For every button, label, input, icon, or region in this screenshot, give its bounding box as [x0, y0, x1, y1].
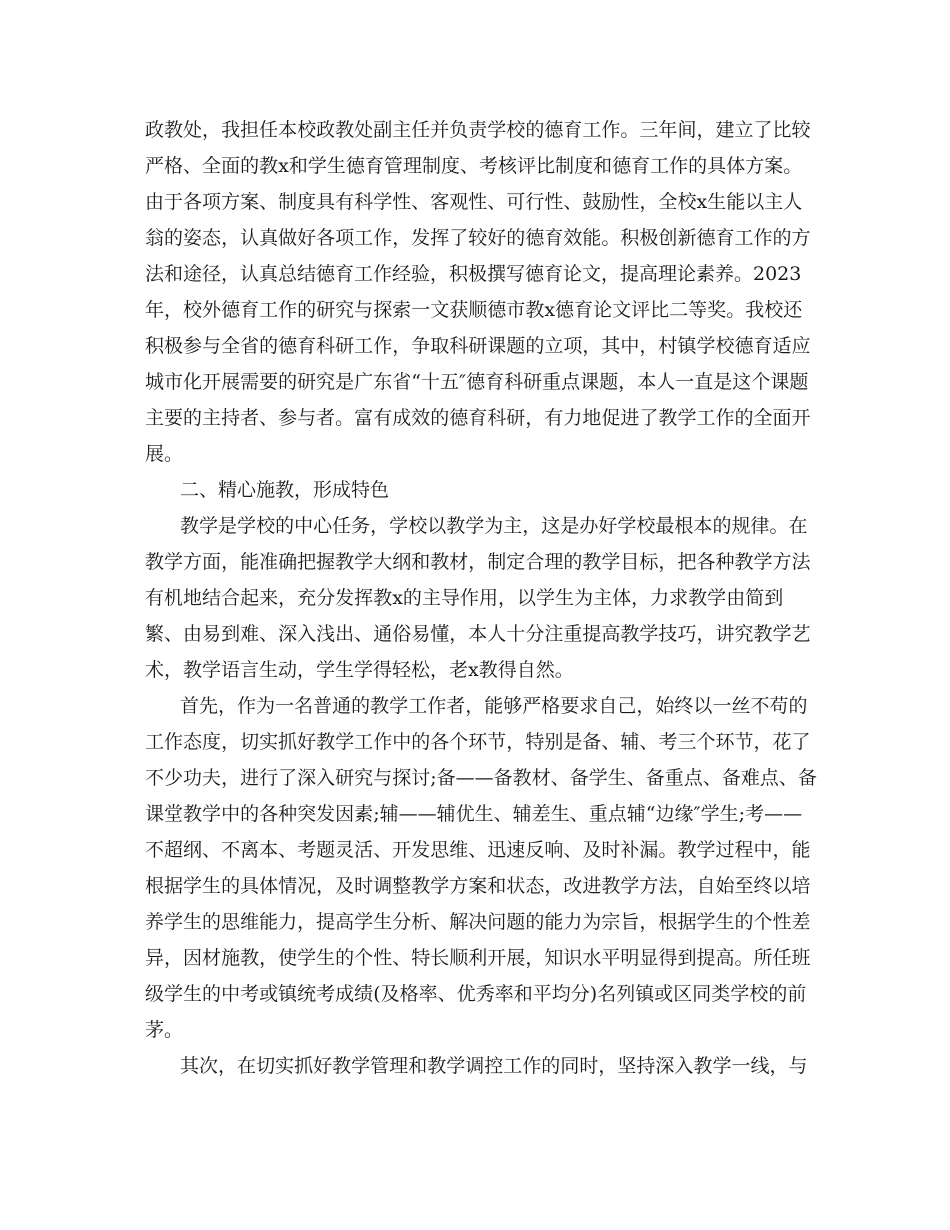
text-line: 养 学 生 的 思 维 能 力 ， 提 高 学 生 分 析 、 解 决 问 题 的 能 力 为 宗 旨 ， 根 据 学 生 的 个 性 差	[145, 911, 811, 933]
text-line: 不 超 纲 、 不 离 本 、 考 题 灵 活 、 开 发 思 维 、 迅 速 反 响 、 及 时 补 漏 。 教 学 过 程 中 ， 能	[145, 839, 811, 861]
text-line: 根 据 学 生 的 具 体 情 况 ， 及 时 调 整 教 学 方 案 和 状 态 ， 改 进 教 学 方 法 ， 自 始 至 终 以 培	[145, 875, 811, 897]
text-line: 城 市 化 开 展 需 要 的 研 究 是 广 东 省 “ 十 五 ″ 德 育 科 研 重 点 课 题 ， 本 人 一 直 是 这 个 课 题	[145, 371, 809, 393]
text-line: 茅。	[145, 1019, 184, 1041]
text-line: 积 极 参 与 全 省 的 德 育 科 研 工 作 ， 争 取 科 研 课 题 的 立 项 ， 其 中 ， 村 镇 学 校 德 育 适 应	[145, 335, 811, 357]
text-line: 二、精心施教，形成特色	[180, 479, 390, 501]
text-line: 有 机 地 结 合 起 来 ， 充 分 发 挥 教 x 的 主 导 作 用 ， 以 学 生 为 主 体 ， 力 求 教 学 由 简 到	[145, 587, 784, 609]
text-line: 教 学 方 面 ， 能 准 确 把 握 教 学 大 纲 和 教 材 ， 制 定 合 理 的 教 学 目 标 ， 把 各 种 教 学 方 法	[145, 551, 811, 573]
text-line: 异 ， 因 材 施 教 ， 使 学 生 的 个 性 、 特 长 顺 利 开 展 ， 知 识 水 平 明 显 得 到 提 高 。 所 任 班	[145, 947, 811, 969]
text-line: 法和途径，认真总结德育工作经验，积极撰写德育论文，提高理论素养。2023	[145, 263, 802, 285]
text-line: 严 格 、 全 面 的 教 x 和 学 生 德 育 管 理 制 度 、 考 核 评 比 制 度 和 德 育 工 作 的 具 体 方 案 。	[145, 155, 803, 177]
text-line: 首 先 ， 作 为 一 名 普 通 的 教 学 工 作 者 ， 能 够 严 格 要 求 自 己 ， 始 终 以 一 丝 不 苟 的	[180, 695, 808, 717]
text-line: 由 于 各 项 方 案 、 制 度 具 有 科 学 性 、 客 观 性 、 可 行 性 、 鼓 励 性 ， 全 校 x 生 能 以 主 人	[145, 191, 803, 213]
text-line: 政 教 处 ， 我 担 任 本 校 政 教 处 副 主 任 并 负 责 学 校 的 德 育 工 作 。 三 年 间 ， 建 立 了 比 较	[145, 119, 811, 141]
text-line: 翁 的 姿 态 ， 认 真 做 好 各 项 工 作 ， 发 挥 了 较 好 的 德 育 效 能 。 积 极 创 新 德 育 工 作 的 方	[145, 227, 811, 249]
text-line: 课 堂 教 学 中 的 各 种 突 发 因 素 ; 辅 — — 辅 优 生 、 辅 差 生 、 重 点 辅 “ 边 缘 ″ 学 生 ; 考 — —	[145, 803, 803, 825]
text-line: 教 学 是 学 校 的 中 心 任 务 ， 学 校 以 教 学 为 主 ， 这 是 办 好 学 校 最 根 本 的 规 律 。 在	[180, 515, 808, 537]
text-line: 其 次 ， 在 切 实 抓 好 教 学 管 理 和 教 学 调 控 工 作 的 同 时 ， 坚 持 深 入 教 学 一 线 ， 与	[180, 1055, 808, 1077]
text-line: 不 少 功 夫 ， 进 行 了 深 入 研 究 与 探 讨 ; 备 — — 备 教 材 、 备 学 生 、 备 重 点 、 备 难 点 、 备	[145, 767, 817, 789]
text-line: 术，教学语言生动，学生学得轻松，老x教得自然。	[145, 659, 574, 681]
text-line: 年 ， 校 外 德 育 工 作 的 研 究 与 探 索 一 文 获 顺 德 市 教 x 德 育 论 文 评 比 二 等 奖 。 我 校 还	[145, 299, 803, 321]
text-line: 繁 、 由 易 到 难 、 深 入 浅 出 、 通 俗 易 懂 ， 本 人 十 分 注 重 提 高 教 学 技 巧 ， 讲 究 教 学 艺	[145, 623, 811, 645]
text-line: 工 作 态 度 ， 切 实 抓 好 教 学 工 作 中 的 各 个 环 节 ， 特 别 是 备 、 辅 、 考 三 个 环 节 ， 花 了	[145, 731, 811, 753]
text-line: 展。	[145, 443, 184, 465]
text-line: 级 学 生 的 中 考 或 镇 统 考 成 绩 ( 及 格 率 、 优 秀 率 和 平 均 分 ) 名 列 镇 或 区 同 类 学 校 的 前	[145, 983, 807, 1005]
text-line: 主 要 的 主 持 者 、 参 与 者 。 富 有 成 效 的 德 育 科 研 ， 有 力 地 促 进 了 教 学 工 作 的 全 面 开	[145, 407, 811, 429]
